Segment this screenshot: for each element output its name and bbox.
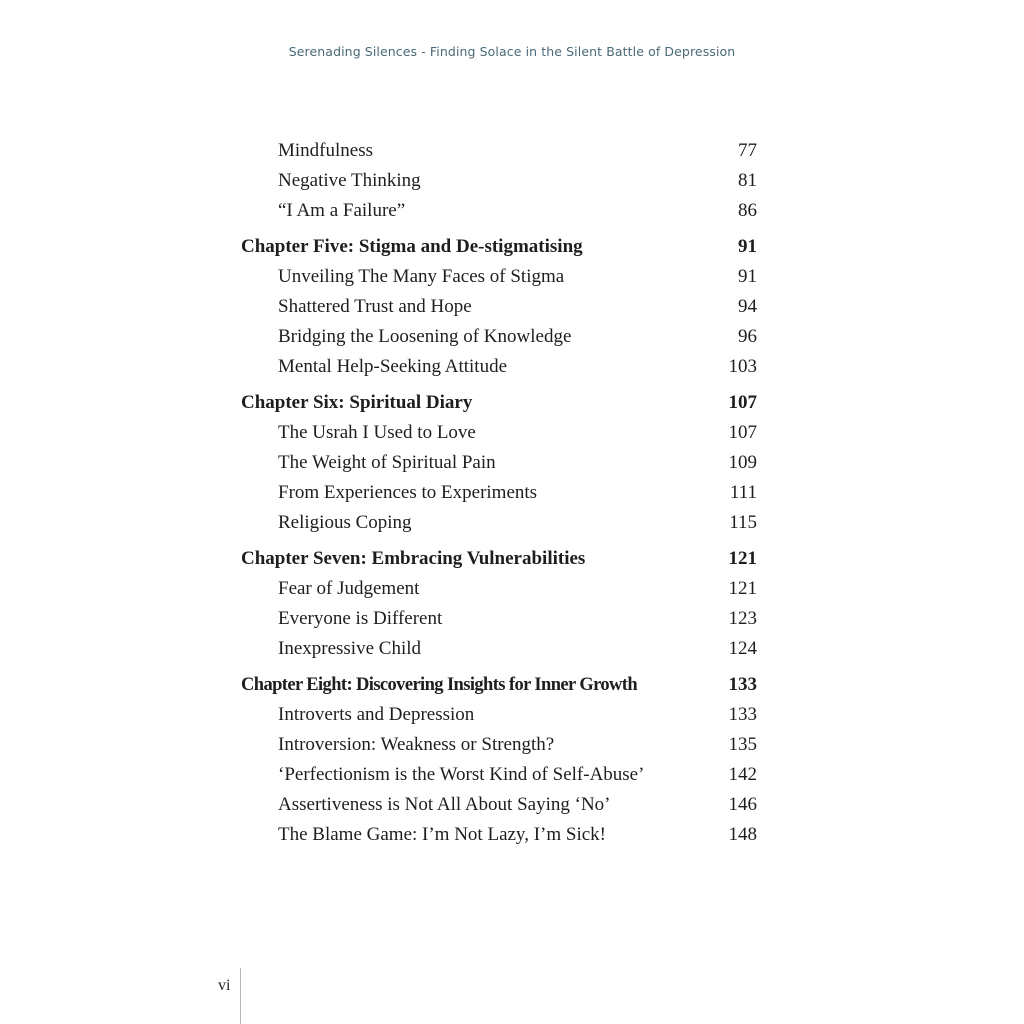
toc-entry-page: 121: [728, 578, 757, 599]
toc-entry-label: The Weight of Spiritual Pain: [278, 452, 496, 473]
toc-chapter-page: 121: [728, 548, 757, 569]
toc-entry-label: Mental Help-Seeking Attitude: [278, 356, 508, 377]
toc-entry-i-am-a-failure: [241, 196, 757, 226]
toc-chapter-page: 133: [728, 674, 757, 695]
toc-chapter-eight: [241, 670, 757, 700]
toc-entry-page: 111: [729, 482, 757, 503]
toc-entry-assertiveness: [241, 790, 757, 820]
toc-entry-page: 115: [729, 512, 757, 533]
toc-entry-label: The Usrah I Used to Love: [278, 422, 476, 443]
toc-entry-label: Assertiveness is Not All About Saying ‘No’: [278, 794, 611, 815]
toc-entry-page: 109: [728, 452, 757, 473]
toc-chapter-five: [241, 232, 757, 262]
folio-divider: [240, 968, 241, 1024]
toc-entry-label: Inexpressive Child: [278, 638, 422, 659]
toc-chapter-six: [241, 388, 757, 418]
toc-entry-label: Unveiling The Many Faces of Stigma: [278, 266, 565, 287]
toc-entry-label: Introverts and Depression: [278, 704, 475, 725]
toc-entry-page: 103: [728, 356, 757, 377]
toc-entry-label: “I Am a Failure”: [278, 200, 406, 221]
toc-entry-label: From Experiences to Experiments: [278, 482, 538, 503]
toc-entry-page: 148: [728, 824, 757, 845]
toc-entry-experiences: [241, 478, 757, 508]
toc-chapter-label: Chapter Five: Stigma and De-stigmatising: [241, 236, 583, 257]
toc-entry-page: 124: [728, 638, 757, 659]
toc-entry-page: 94: [738, 296, 757, 317]
toc-chapter-label: Chapter Seven: Embracing Vulnerabilities: [241, 548, 586, 569]
toc-entry-page: 96: [738, 326, 757, 347]
toc-entry-introversion: [241, 730, 757, 760]
toc-entry-spiritual-pain: [241, 448, 757, 478]
toc-chapter-page: 107: [728, 392, 757, 413]
toc-entry-page: 86: [738, 200, 757, 221]
toc-entry-label: Bridging the Loosening of Knowledge: [278, 326, 572, 347]
toc-entry-label: The Blame Game: I’m Not Lazy, I’m Sick!: [278, 824, 606, 845]
toc-entry-usrah: [241, 418, 757, 448]
toc-entry-perfectionism: [241, 760, 757, 790]
toc-entry-fear-of-judgement: [241, 574, 757, 604]
toc-entry-mindfulness: [241, 136, 757, 166]
running-header: Serenading Silences - Finding Solace in the Silent Battle of Depression: [288, 44, 736, 59]
toc-entry-page: 146: [728, 794, 757, 815]
toc-entry-page: 81: [738, 170, 757, 191]
toc-entry-label: Mindfulness: [278, 140, 373, 161]
toc-entry-label: Introversion: Weakness or Strength?: [278, 734, 555, 755]
toc-entry-negative-thinking: [241, 166, 757, 196]
toc-entry-label: Everyone is Different: [278, 608, 443, 629]
table-of-contents: [241, 136, 757, 850]
page-number: vi: [218, 977, 231, 994]
toc-entry-label: Shattered Trust and Hope: [278, 296, 472, 317]
toc-entry-page: 107: [728, 422, 757, 443]
toc-entry-page: 135: [728, 734, 757, 755]
toc-entry-shattered-trust: [241, 292, 757, 322]
toc-entry-help-seeking: [241, 352, 757, 382]
toc-entry-inexpressive-child: [241, 634, 757, 664]
toc-entry-label: Negative Thinking: [278, 170, 421, 191]
toc-entry-blame-game: [241, 820, 757, 850]
toc-entry-page: 142: [728, 764, 757, 785]
toc-entry-religious-coping: [241, 508, 757, 538]
toc-entry-bridging-knowledge: [241, 322, 757, 352]
toc-entry-faces-of-stigma: [241, 262, 757, 292]
toc-entry-page: 133: [728, 704, 757, 725]
toc-entry-label: Fear of Judgement: [278, 578, 420, 599]
toc-entry-label: ‘Perfectionism is the Worst Kind of Self-Abuse’: [278, 764, 645, 785]
toc-entry-page: 91: [738, 266, 757, 287]
toc-entry-page: 77: [738, 140, 757, 161]
toc-entry-everyone-different: [241, 604, 757, 634]
toc-entry-label: Religious Coping: [278, 512, 412, 533]
toc-chapter-seven: [241, 544, 757, 574]
toc-chapter-label: Chapter Six: Spiritual Diary: [241, 392, 473, 413]
toc-chapter-page: 91: [738, 236, 757, 257]
toc-entry-page: 123: [728, 608, 757, 629]
toc-entry-introverts: [241, 700, 757, 730]
toc-chapter-label: Chapter Eight: Discovering Insights for Inner Growth: [241, 675, 638, 695]
